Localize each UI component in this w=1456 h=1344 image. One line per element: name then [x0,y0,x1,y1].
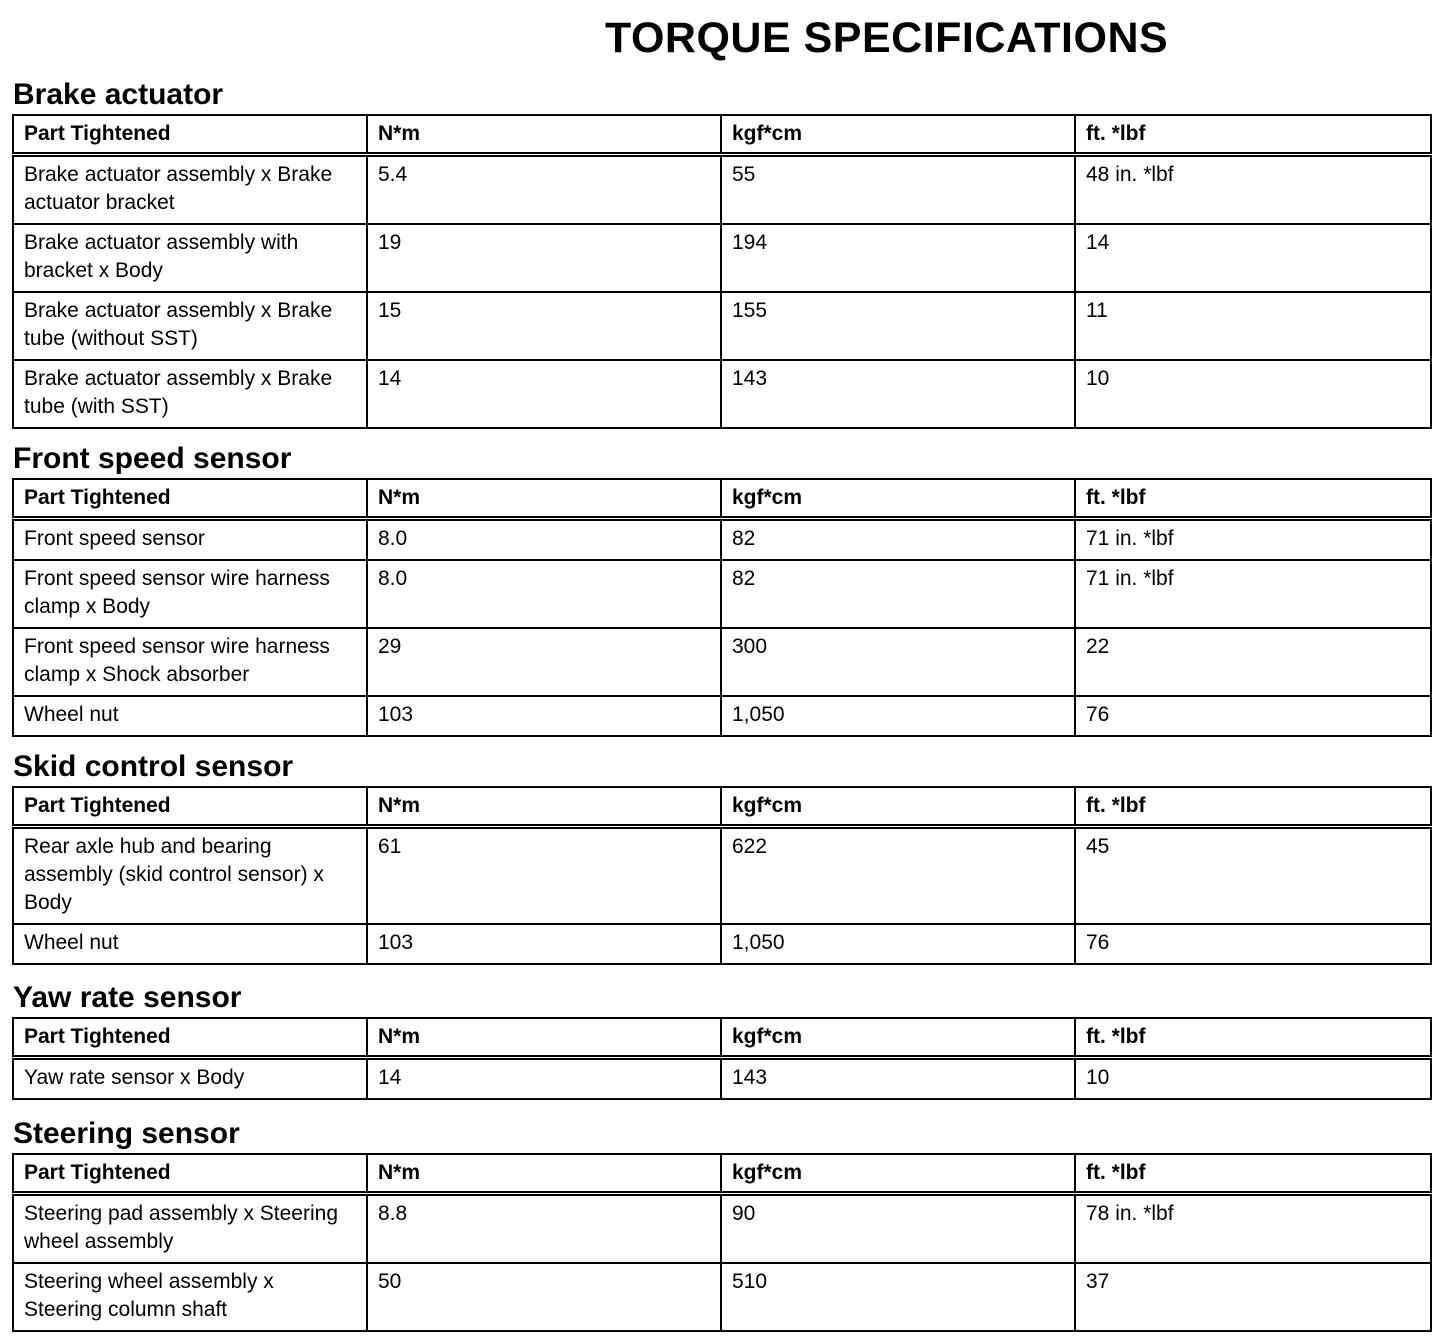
part-cell: Front speed sensor [13,519,367,561]
table-row [13,628,1431,696]
column-header-nm: N*m [367,479,721,519]
table-row [13,224,1431,292]
table-row [13,560,1431,628]
nm-cell: 61 [367,827,721,925]
kgfcm-cell: 155 [721,292,1075,360]
kgfcm-cell: 82 [721,519,1075,561]
ftlbf-cell: 10 [1075,360,1431,428]
kgfcm-cell: 143 [721,1058,1075,1100]
table-row [13,827,1431,925]
brake-actuator-table [12,114,1432,429]
yaw-rate-sensor-table [12,1017,1432,1100]
kgfcm-cell: 1,050 [721,696,1075,736]
ftlbf-cell: 78 in. *lbf [1075,1194,1431,1264]
table-header-row [13,1154,1431,1194]
skid-control-sensor-table [12,786,1432,965]
nm-cell: 8.0 [367,519,721,561]
kgfcm-cell: 55 [721,155,1075,225]
part-cell: Steering pad assembly x Steering wheel assembly [13,1194,367,1264]
nm-cell: 103 [367,924,721,964]
nm-cell: 19 [367,224,721,292]
nm-cell: 29 [367,628,721,696]
table-row [13,1263,1431,1331]
column-header-part: Part Tightened [13,115,367,155]
column-header-kgfcm: kgf*cm [721,479,1075,519]
part-cell: Front speed sensor wire harness clamp x Shock absorber [13,628,367,696]
ftlbf-cell: 14 [1075,224,1431,292]
nm-cell: 8.0 [367,560,721,628]
kgfcm-cell: 90 [721,1194,1075,1264]
column-header-part: Part Tightened [13,1018,367,1058]
ftlbf-cell: 11 [1075,292,1431,360]
kgfcm-cell: 1,050 [721,924,1075,964]
table-header-row [13,479,1431,519]
column-header-kgfcm: kgf*cm [721,1154,1075,1194]
steering-sensor-table [12,1153,1432,1332]
column-header-nm: N*m [367,787,721,827]
column-header-ftlbf: ft. *lbf [1075,1018,1431,1058]
ftlbf-cell: 76 [1075,924,1431,964]
section-title-yaw-rate-sensor: Yaw rate sensor [13,981,242,1014]
ftlbf-cell: 45 [1075,827,1431,925]
column-header-nm: N*m [367,1154,721,1194]
column-header-nm: N*m [367,1018,721,1058]
column-header-kgfcm: kgf*cm [721,1018,1075,1058]
part-cell: Brake actuator assembly with bracket x Body [13,224,367,292]
nm-cell: 5.4 [367,155,721,225]
nm-cell: 103 [367,696,721,736]
part-cell: Rear axle hub and bearing assembly (skid control sensor) x Body [13,827,367,925]
part-cell: Steering wheel assembly x Steering column shaft [13,1263,367,1331]
nm-cell: 14 [367,1058,721,1100]
column-header-part: Part Tightened [13,787,367,827]
column-header-kgfcm: kgf*cm [721,787,1075,827]
ftlbf-cell: 10 [1075,1058,1431,1100]
part-cell: Brake actuator assembly x Brake tube (without SST) [13,292,367,360]
table-row [13,519,1431,561]
part-cell: Wheel nut [13,924,367,964]
column-header-part: Part Tightened [13,1154,367,1194]
column-header-part: Part Tightened [13,479,367,519]
column-header-ftlbf: ft. *lbf [1075,115,1431,155]
table-row [13,696,1431,736]
ftlbf-cell: 71 in. *lbf [1075,560,1431,628]
nm-cell: 8.8 [367,1194,721,1264]
kgfcm-cell: 143 [721,360,1075,428]
nm-cell: 14 [367,360,721,428]
section-title-steering-sensor: Steering sensor [13,1117,240,1150]
part-cell: Brake actuator assembly x Brake tube (with SST) [13,360,367,428]
ftlbf-cell: 37 [1075,1263,1431,1331]
ftlbf-cell: 71 in. *lbf [1075,519,1431,561]
kgfcm-cell: 300 [721,628,1075,696]
nm-cell: 50 [367,1263,721,1331]
table-row [13,1194,1431,1264]
part-cell: Yaw rate sensor x Body [13,1058,367,1100]
column-header-ftlbf: ft. *lbf [1075,1154,1431,1194]
table-row [13,292,1431,360]
part-cell: Wheel nut [13,696,367,736]
table-row [13,360,1431,428]
kgfcm-cell: 622 [721,827,1075,925]
section-title-skid-control-sensor: Skid control sensor [13,750,294,783]
part-cell: Brake actuator assembly x Brake actuator bracket [13,155,367,225]
front-speed-sensor-table [12,478,1432,737]
column-header-kgfcm: kgf*cm [721,115,1075,155]
ftlbf-cell: 48 in. *lbf [1075,155,1431,225]
part-cell: Front speed sensor wire harness clamp x Body [13,560,367,628]
column-header-ftlbf: ft. *lbf [1075,787,1431,827]
kgfcm-cell: 510 [721,1263,1075,1331]
table-header-row [13,115,1431,155]
ftlbf-cell: 22 [1075,628,1431,696]
table-header-row [13,787,1431,827]
ftlbf-cell: 76 [1075,696,1431,736]
page-title: TORQUE SPECIFICATIONS [605,14,1169,62]
table-row [13,924,1431,964]
kgfcm-cell: 82 [721,560,1075,628]
kgfcm-cell: 194 [721,224,1075,292]
table-row [13,155,1431,225]
section-title-front-speed-sensor: Front speed sensor [13,442,292,475]
section-title-brake-actuator: Brake actuator [13,78,224,111]
column-header-nm: N*m [367,115,721,155]
table-row [13,1058,1431,1100]
nm-cell: 15 [367,292,721,360]
column-header-ftlbf: ft. *lbf [1075,479,1431,519]
table-header-row [13,1018,1431,1058]
